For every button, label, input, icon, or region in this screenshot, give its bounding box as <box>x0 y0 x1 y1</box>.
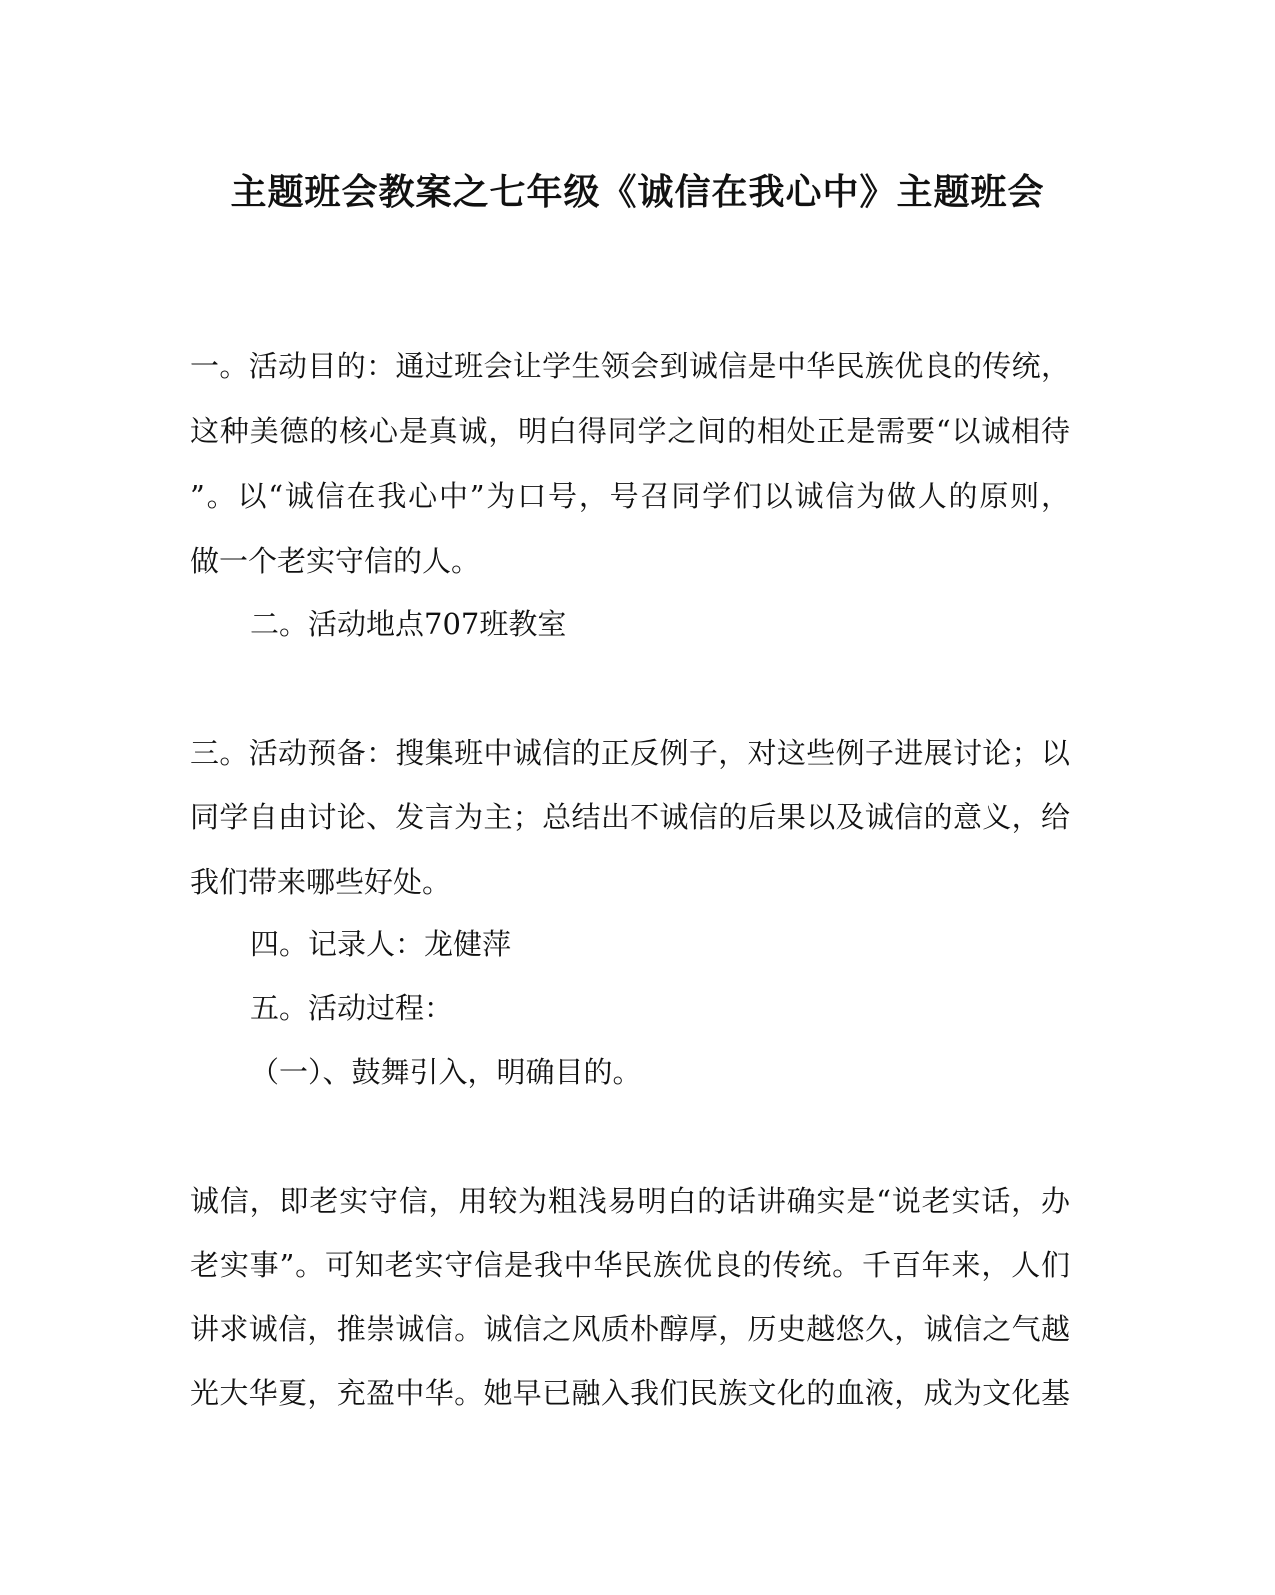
paragraph-line: 五。活动过程： <box>250 991 454 1025</box>
paragraph-line: 二。活动地点707班教室 <box>250 607 567 641</box>
paragraph-line: 诚信，即老实守信，用较为粗浅易明白的话讲确实是“说老实话，办 <box>190 1184 1070 1218</box>
paragraph-line: 我们带来哪些好处。 <box>190 865 452 899</box>
paragraph-line: （一）、鼓舞引入，明确目的。 <box>250 1055 642 1089</box>
paragraph-line: 做一个老实守信的人。 <box>190 544 481 578</box>
paragraph-line: 三。活动预备：搜集班中诚信的正反例子，对这些例子进展讨论；以 <box>190 736 1070 770</box>
paragraph-line: 讲求诚信，推崇诚信。诚信之风质朴醇厚，历史越悠久，诚信之气越 <box>190 1312 1070 1346</box>
paragraph-line: 同学自由讨论、发言为主；总结出不诚信的后果以及诚信的意义，给 <box>190 800 1070 834</box>
paragraph-line: 四。记录人：龙健萍 <box>250 927 512 961</box>
paragraph-line: 老实事”。可知老实守信是我中华民族优良的传统。千百年来，人们 <box>190 1248 1070 1282</box>
paragraph-line: ”。以“诚信在我心中”为口号，号召同学们以诚信为做人的原则， <box>190 479 1070 513</box>
paragraph-line: 一。活动目的：通过班会让学生领会到诚信是中华民族优良的传统， <box>190 349 1070 383</box>
document-title: 主题班会教案之七年级《诚信在我心中》主题班会 <box>230 171 1045 213</box>
paragraph-line: 光大华夏，充盈中华。她早已融入我们民族文化的血液，成为文化基 <box>190 1376 1070 1410</box>
paragraph-line: 这种美德的核心是真诚，明白得同学之间的相处正是需要“以诚相待 <box>190 414 1070 448</box>
